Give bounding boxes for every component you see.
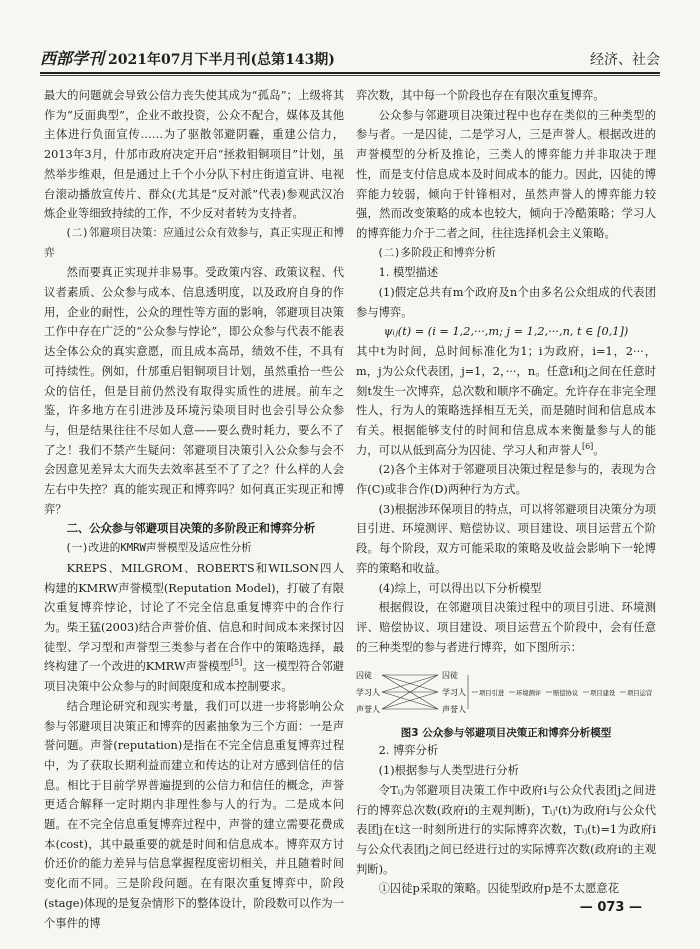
section-name: 经济、社会 — [590, 52, 660, 68]
paragraph-text: 然而要真正实现并非易事。受政策内容、政策议程、代议者素质、公众参与成本、信息透明度，以及政府自身的作用，企业的耐性，公众的理性等方面的影响，邻避项目决策工作中存在广泛的“公众参与悖论”，即公众参与代表不能表达全体公众的真实意愿，而且成本高昂，绩效不佳，不具有可持续性。例如，什邡重启钼铜项目计划，虽然重拾一些公众的信任，但是目前仍然没有取得实质性的进展。前车之鉴，许多地方在引进涉及环境污染项目时也会引导公众参与，但是结果往往不尽如人意——要么费时耗力，要么不了了之！我们不禁产生疑问：邻避项目决策引入公众参与会不会因意见差异太大而失去效率甚至不了了之？什么样的人会左右中失控？真的能实现正和博弈吗？如何真正实现正和博弈？ — [44, 266, 344, 516]
page-number: — 073 — — [579, 900, 642, 915]
paragraph-text: 根据假设，在邻避项目决策过程中的项目引进、环境测评、赔偿协议、项目建设、项目运营五个阶段中，会有任意的三种类型的参与者进行博弈，如下图所示： — [356, 601, 656, 654]
header-rule — [40, 75, 660, 76]
paragraph-text: ψᵢⱼ(t) = (i = 1,2,···,m; j = 1,2,···,n, t ∈ [0,1]) — [383, 325, 629, 339]
journal-logo: 西部学刊 — [40, 49, 105, 68]
subsection-heading — [44, 224, 344, 263]
paragraph-text: (二)多阶段正和博弈分析 — [377, 246, 496, 259]
paragraph — [356, 598, 656, 657]
paragraph-text: (4)综上，可以得出以下分析模型 — [378, 581, 542, 595]
paragraph-text: 2. 博弈分析 — [378, 744, 439, 758]
section-heading — [44, 519, 344, 539]
paragraph-text: KREPS、MILGROM、ROBERTS和WILSON四人构建的KMRW声誉模型(Reputation Model)，打破了有限次重复博弈悖论，讨论了不完全信息重复博弈中的合作行为。柴王猛(2003)结合声誉价值、信息和时间成本来探讨囚徒型、学习型和声誉型三类参与者在合作中的策略选择，最终构建了一个改进的KMRW声誉模型 — [44, 561, 344, 674]
right-player-label: 声誉人 — [442, 705, 466, 715]
paragraph-text: (1)假定总共有m个政府及n个由多名公众组成的代表团参与博弈。 — [356, 286, 656, 319]
paragraph-text: 结合理论研究和现实考量，我们可以进一步将影响公众参与邻避项目决策正和博弈的因素抽象为三个方面：一是声誉问题。声誉(reputation)是指在不完全信息重复博弈过程中，为了获取长期利益而建立和传达的让对方感到信任的信息。相比于目前学界普遍提到的公信力和信任的概念，声誉更适合解释一定时期内非理性参与人的行为。二是成本问题。在不完全信息重复博弈过程中，声誉的建立需要花费成本(cost)，其中最重要的就是时间和信息成本。博弈双方讨价还价的能力差异与信息掌握程度密切相关，并且随着时间变化而不同。三是阶段问题。在有限次重复博弈中，阶段(stage)体现的是复杂情形下的整体设计，阶段数可以作为一个事件的博 — [44, 699, 344, 930]
paragraph-text: (二)邻避项目决策：应通过公众有效参与，真正实现正和博弈 — [44, 226, 344, 259]
paragraph-text: 公众参与邻避项目决策过程中也存在类似的三种类型的参与者。一是囚徒，二是学习人，三是声誉人。根据改进的声誉模型的分析及推论，三类人的博弈能力并非取决于理性，而是支付信息成本及时间成本的能力。因此，囚徒的博弈能力较弱，倾向于针锋相对，虽然声誉人的博弈能力较强，然而改变策略的成本也较大，倾向于冷酷策略；学习人的博弈能力介于二者之间，往往选择机会主义策略。 — [356, 108, 656, 240]
paragraph — [356, 460, 656, 499]
citation-marker: [5] — [230, 658, 243, 668]
paragraph-text-tail: 。 — [593, 443, 605, 457]
right-column — [356, 86, 656, 899]
paragraph — [356, 283, 656, 322]
paragraph-text: 二、公众参与邻避项目决策的多阶段正和博弈分析 — [66, 522, 316, 536]
left-player-label: 学习人 — [356, 688, 380, 698]
paragraph — [356, 579, 656, 599]
paragraph — [356, 761, 656, 781]
subsection-heading — [356, 244, 656, 264]
left-column — [44, 86, 344, 933]
paragraph-text: 其中t为时间，总时间标准化为1；i为政府，i=1，2···，m，j为公众代表团，j=1，2，···，n。任意i和j之间在任意时刻t发生一次博弈，总次数和顺序不确定。允许存在非完全理性人，行为人的策略选择相互无关，而是随时间和信息成本有关。根据能够支付的时间和信息成本来衡量参与人的能力，可以从低到高分为囚徒、学习人和声誉人 — [356, 345, 656, 457]
paragraph — [356, 106, 656, 244]
right-player-label: 囚徒 — [442, 671, 458, 681]
left-player-label: 囚徒 — [356, 671, 372, 681]
paragraph — [356, 500, 656, 579]
paragraph-text: (一)改进的KMRW声誉模型及适应性分析 — [65, 542, 252, 555]
paragraph — [44, 697, 344, 933]
paragraph-text: 弈次数，其中每一个阶段也存在有限次重复博弈。 — [356, 89, 605, 102]
formula — [356, 322, 656, 342]
issue-info: 2021年07月下半月刊(总第143期) — [108, 52, 335, 68]
paragraph — [44, 559, 344, 697]
stage-label: 项目建设 — [590, 690, 616, 698]
sub-subsection-heading — [356, 263, 656, 283]
stage-label: 赔偿协议 — [553, 690, 579, 698]
header-left — [40, 46, 335, 72]
sub-subsection-heading — [356, 741, 656, 761]
citation-marker: [6] — [581, 441, 594, 451]
paragraph-text: 最大的问题就会导致公信力丧失使其成为“孤岛”；上级将其作为“反面典型”，企业不敢投资，公众不配合，媒体及其他主体进行负面宣传……为了驱散邻避阴霾，重建公信力，2013年3月，什邡市政府决定开启“拯救钼铜项目”计划，虽然举步维艰，但是通过上千个小分队下村庄街道宣讲、电视台滚动播放宣传片、群众(尤其是“反对派”代表)参观武汉冶炼企业等细致持续的工作，不少反对者转为支持者。 — [44, 89, 344, 221]
paragraph-text: (3)根据涉环保项目的特点，可以将邻避项目决策分为项目引进、环境测评、赔偿协议、项目建设、项目运营五个阶段。每个阶段，双方可能采取的策略及收益会影响下一轮博弈的策略和收益。 — [356, 502, 656, 575]
game-model-figure — [356, 663, 656, 721]
paragraph — [356, 879, 656, 899]
paragraph — [44, 86, 344, 224]
right-column-top — [356, 86, 656, 657]
stage-label: 环境测评 — [516, 690, 542, 698]
paragraph-text: (1)根据参与人类型进行分析 — [378, 764, 519, 778]
page-header — [40, 46, 660, 74]
subsection-heading — [44, 539, 344, 559]
stage-label: 项目引进 — [479, 690, 505, 698]
paragraph-text: (2)各个主体对于邻避项目决策过程是参与的，表现为合作(C)或非合作(D)两种行为方式。 — [356, 463, 656, 497]
paragraph-text: 令Tᵢⱼ为邻避项目决策工作中政府i与公众代表团j之间进行的博弈总次数(政府i的主观判断)，Tᵢⱼᵗ(t)为政府i与公众代表团j在t这一时刻所进行的实际博弈次数，Tᵢⱼ(t)=1为政府i与公众代表团j之间已经进行过的实际博弈次数(政府i的主观判断)。 — [356, 783, 656, 876]
stage-label: 项目运营 — [627, 690, 653, 698]
figure-diagram — [356, 663, 656, 721]
paragraph — [356, 342, 656, 460]
left-player-label: 声誉人 — [356, 705, 380, 715]
paragraph — [44, 263, 344, 519]
paragraph-text: 1. 模型描述 — [378, 266, 439, 280]
right-player-label: 学习人 — [442, 688, 466, 698]
paragraph-text: ①囚徒p采取的策略。囚徒型政府p是不太愿意花 — [378, 882, 619, 896]
figure-caption: 图3 公众参与邻避项目决策正和博弈分析模型 — [400, 727, 612, 740]
paragraph — [356, 86, 656, 106]
paragraph-text-tail: 。这一模型符合邻避项目决策中公众参与的时间限度和成本控制要求。 — [44, 660, 344, 694]
right-column-bottom — [356, 741, 656, 899]
paragraph — [356, 781, 656, 880]
